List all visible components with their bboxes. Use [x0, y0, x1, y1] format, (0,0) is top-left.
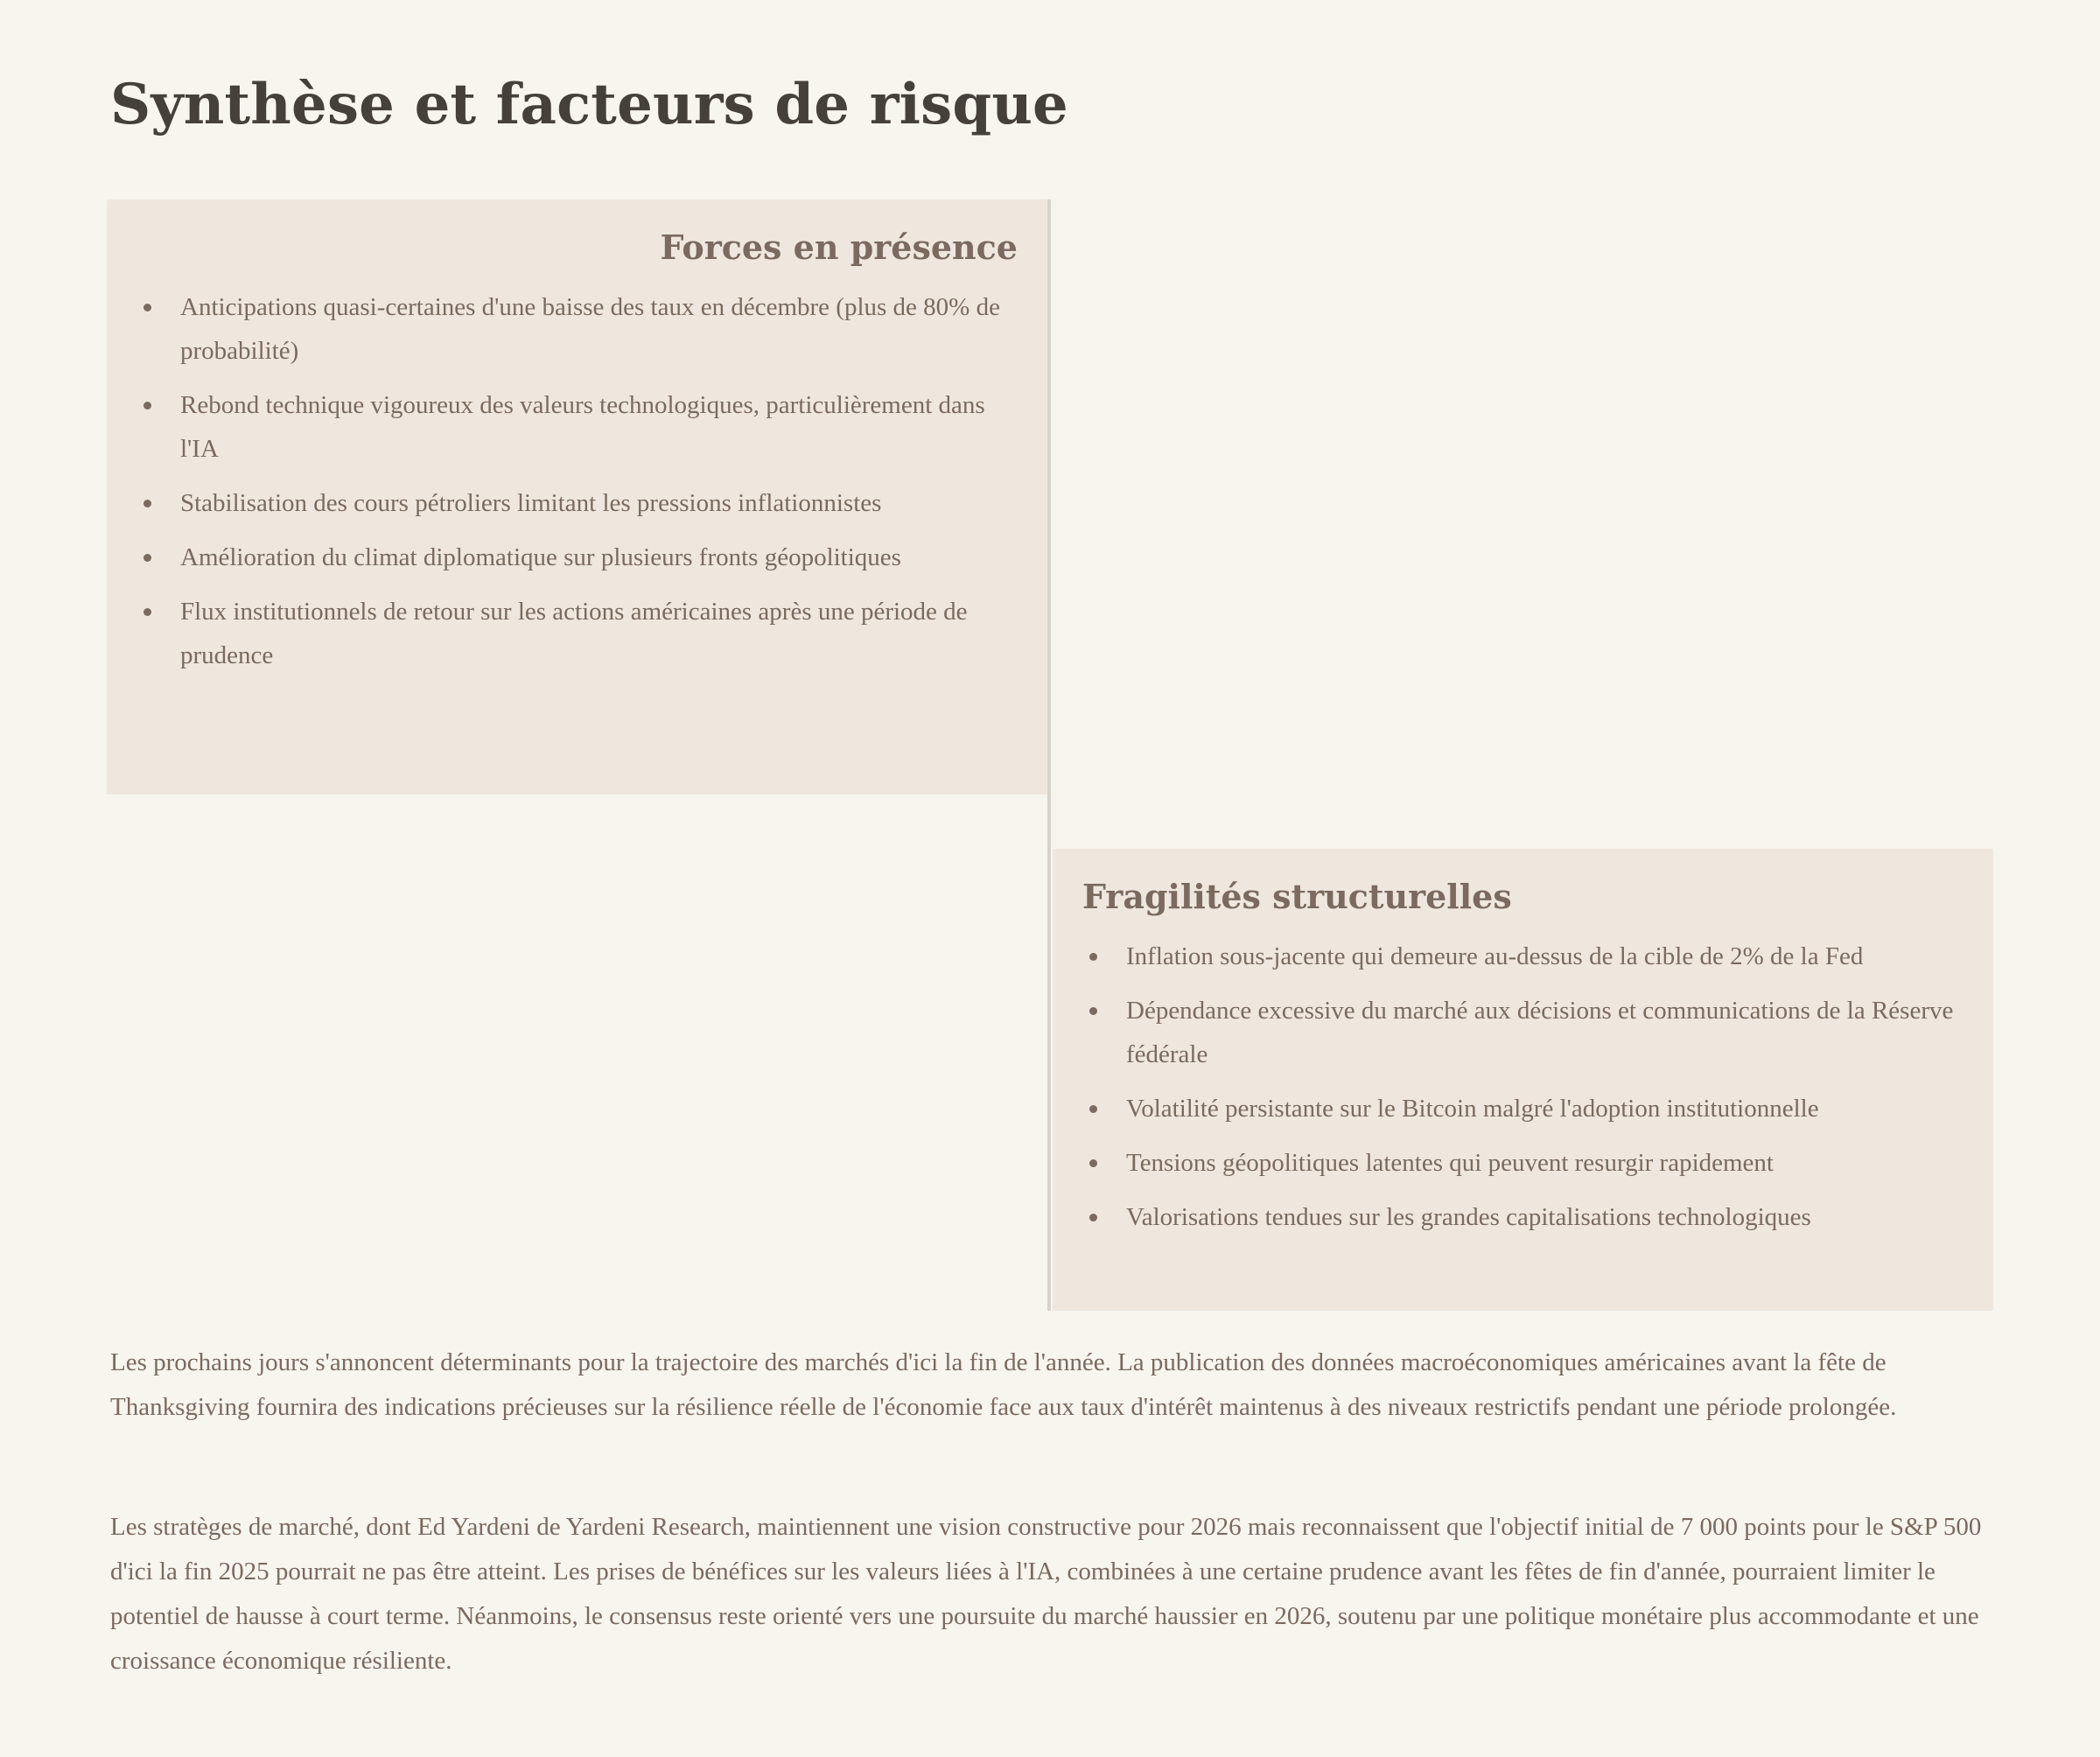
list-item: Rebond technique vigoureux des valeurs technologiques, particulièrement dans l'IA: [180, 383, 1018, 471]
fragilites-list: [1082, 934, 1964, 1239]
forces-heading: Forces en présence: [660, 228, 1018, 267]
list-item: Amélioration du climat diplomatique sur plusieurs fronts géopolitiques: [180, 536, 1018, 579]
fragilites-heading: Fragilités structurelles: [1082, 877, 1512, 916]
column-divider: [1047, 200, 1051, 1311]
fragilites-panel: [1053, 849, 1993, 1311]
forces-panel: [107, 200, 1047, 794]
list-item: Valorisations tendues sur les grandes capitalisations technologiques: [1126, 1195, 1964, 1239]
list-item: Dépendance excessive du marché aux décisions et communications de la Réserve fédérale: [1126, 989, 1964, 1076]
body-paragraph: Les prochains jours s'annoncent déterminants pour la trajectoire des marchés d'ici la fin de l'année. La publication des données macroéconomiques américaines avant la fête de Thanksgiving fournira des indications précieuses sur la résilience réelle de l'économie face aux taux d'intérêt maintenus à des niveaux restrictifs pendant une période prolongée.: [110, 1348, 1897, 1421]
list-item: Inflation sous-jacente qui demeure au-dessus de la cible de 2% de la Fed: [1126, 934, 1964, 978]
list-item: Flux institutionnels de retour sur les actions américaines après une période de prudence: [180, 590, 1018, 677]
page-title: Synthèse et facteurs de risque: [110, 72, 1068, 137]
list-item: Tensions géopolitiques latentes qui peuvent resurgir rapidement: [1126, 1141, 1964, 1185]
list-item: Stabilisation des cours pétroliers limitant les pressions inflationnistes: [180, 481, 1018, 525]
body-paragraph: Les stratèges de marché, dont Ed Yardeni de Yardeni Research, maintiennent une vision constructive pour 2026 mais reconnaissent que l'objectif initial de 7 000 points pour le S&P 500 d'ici la fin 2025 pourrait ne pas être atteint. Les prises de bénéfices sur les valeurs liées à l'IA, combinées à une certaine prudence avant les fêtes de fin d'année, pourraient limiter le potentiel de hausse à court terme. Néanmoins, le consensus reste orienté vers une poursuite du marché haussier en 2026, soutenu par une politique monétaire plus accommodante et une croissance économique résiliente.: [110, 1513, 1982, 1675]
list-item: Volatilité persistante sur le Bitcoin malgré l'adoption institutionnelle: [1126, 1087, 1964, 1130]
list-item: Anticipations quasi-certaines d'une baisse des taux en décembre (plus de 80% de probabilité): [180, 285, 1018, 373]
forces-list: [136, 285, 1018, 677]
